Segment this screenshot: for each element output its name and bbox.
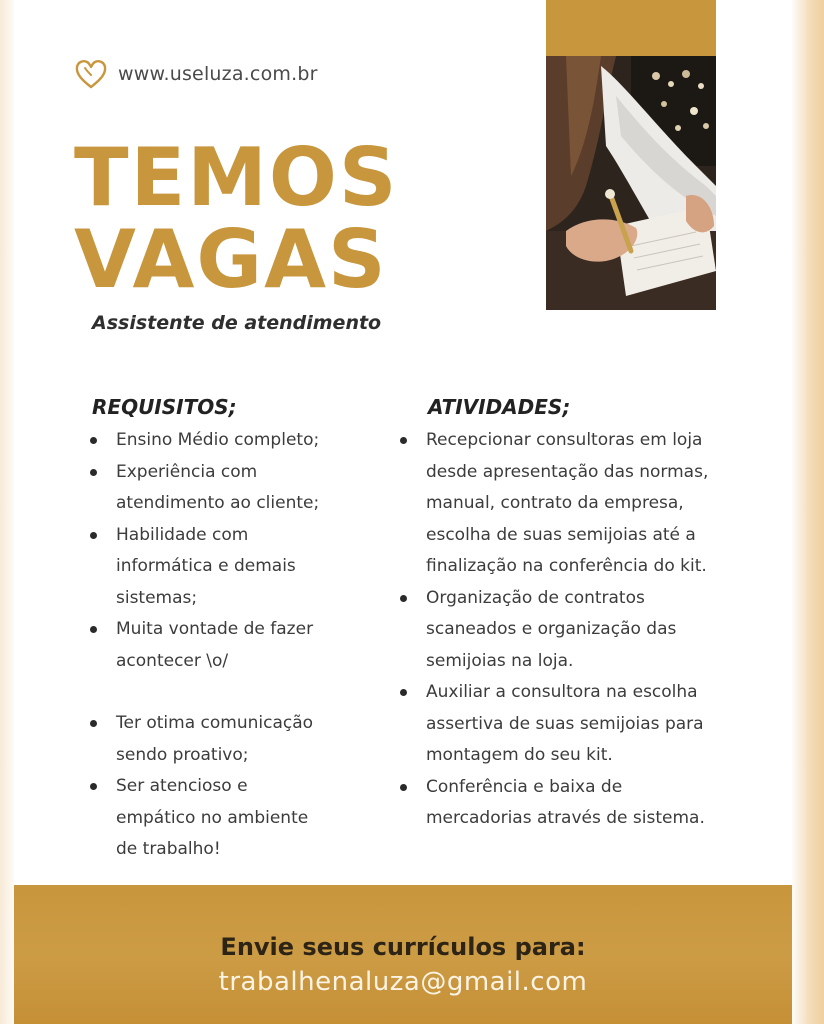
list-item: Organização de contratos scaneados e organização das semijoias na loja. — [396, 583, 726, 678]
list-item: Ensino Médio completo; — [86, 425, 386, 457]
requirements-heading: REQUISITOS; — [92, 395, 237, 419]
position-title: Assistente de atendimento — [92, 312, 382, 334]
list-item: Ser atencioso e empático no ambiente de trabalho! — [86, 771, 386, 866]
list-item: Recepcionar consultoras em loja desde apresentação das normas, manual, contrato da empresa, escolha de suas semijoias até a finalização na conferência do kit. — [396, 425, 726, 583]
requirements-list — [86, 425, 386, 866]
job-flyer — [14, 0, 792, 1024]
heart-outline-icon — [74, 58, 108, 90]
list-item: Ter otima comunicação sendo proativo; — [86, 708, 386, 771]
photo-person-writing — [546, 56, 716, 310]
headline-line-2: VAGAS — [74, 213, 388, 306]
headline-line-1: TEMOS — [74, 131, 399, 224]
list-item: Habilidade com informática e demais sistemas; — [86, 520, 386, 615]
photo-illustration — [546, 56, 716, 310]
list-item: Muita vontade de fazer acontecer \o/ — [86, 614, 386, 677]
footer-label: Envie seus currículos para: — [220, 933, 586, 961]
contact-email[interactable]: trabalhenaluza@gmail.com — [218, 967, 588, 997]
footer-banner — [14, 885, 792, 1024]
list-item: Auxiliar a consultora na escolha assertiva de suas semijoias para montagem do seu kit. — [396, 677, 726, 772]
activities-list — [396, 425, 726, 835]
activities-heading: ATIVIDADES; — [428, 395, 571, 419]
website-row — [74, 58, 318, 90]
gold-accent-block — [546, 0, 716, 56]
website-url[interactable]: www.useluza.com.br — [118, 63, 318, 85]
list-item: Conferência e baixa de mercadorias através de sistema. — [396, 772, 726, 835]
list-item: Experiência com atendimento ao cliente; — [86, 457, 386, 520]
